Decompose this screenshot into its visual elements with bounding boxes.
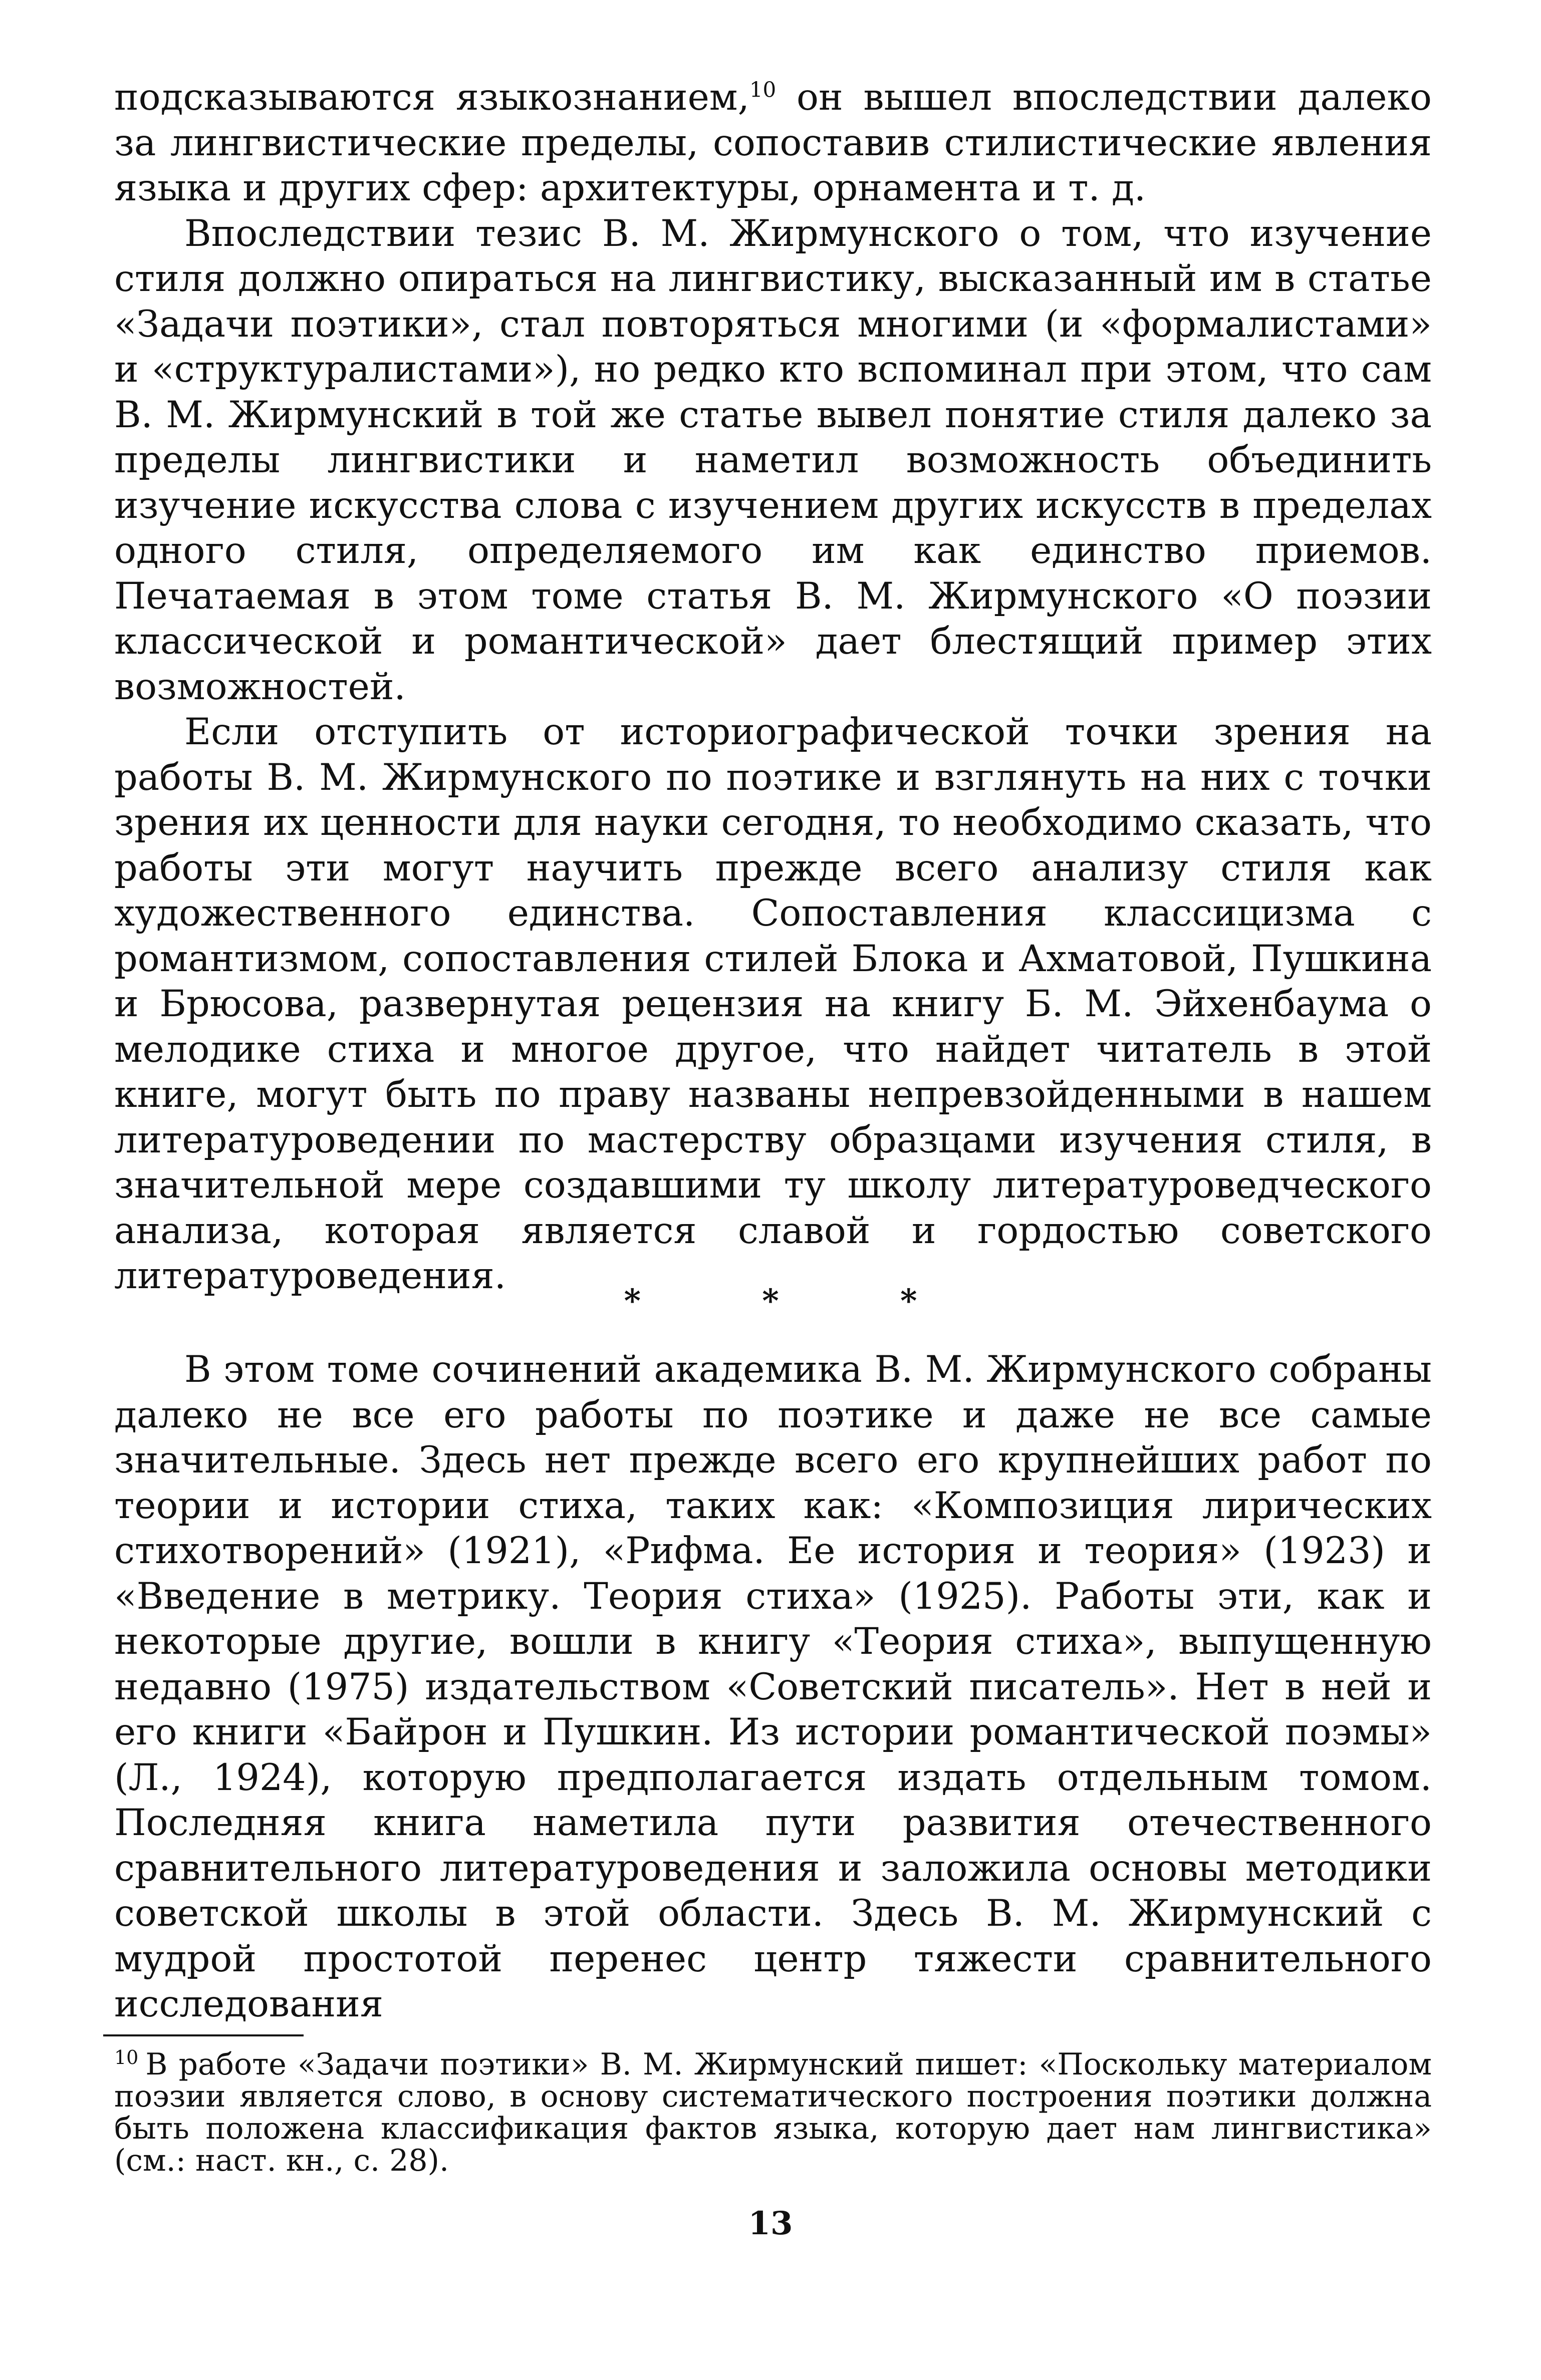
paragraph-text: подсказываются языкознанием,: [114, 76, 749, 119]
footnote-number: 10: [114, 2046, 139, 2068]
footnote-divider: [103, 2034, 304, 2036]
paragraph: В этом томе сочинений академика В. М. Жирмунского собраны далеко не все его работы по поэтике и даже не все самые значительные. Здесь нет прежде всего его крупнейших работ по теории и истории стиха, таких как: «Композиция лирических стихотворений» (1921), «Рифма. Ее история и теория» (1923) и «Введение в метрику. Теория стиха» (1925). Работы эти, как и некоторые другие, вошли в книгу «Теория стиха», выпущенную недавно (1975) издательством «Советский писатель». Нет в ней и его книги «Байрон и Пушкин. Из истории романтической поэмы» (Л., 1924), которую предполагается издать отдельным томом. Последняя книга наметила пути развития отечественного сравнительного литературоведения и заложила основы методики советской школы в этой области. Здесь В. М. Жирмунский с мудрой простотой перенес центр тяжести сравнительного исследования: [114, 1348, 1432, 2025]
page-number: 13: [748, 2205, 793, 2242]
paragraph-text: он вышел впоследствии далеко за лингвистические пределы, сопоставив стилистические явления языка и других сфер: архитектуры, орнамента и т. д.: [114, 76, 1432, 209]
section-separator: * * *: [624, 1282, 972, 1320]
footnote: [114, 2048, 1432, 2177]
paragraph: [114, 75, 1432, 211]
paragraph: Если отступить от историографической точки зрения на работы В. М. Жирмунского по поэтике и взглянуть на них с точки зрения их ценности для науки сегодня, то необходимо сказать, что работы эти могут научить прежде всего анализу стиля как художественного единства. Сопоставления классицизма с романтизмом, сопоставления стилей Блока и Ахматовой, Пушкина и Брюсова, развернутая рецензия на книгу Б. М. Эйхенбаума о мелодике стиха и многое другое, что найдет читатель в этой книге, могут быть по праву названы непревзойденными в нашем литературоведении по мастерству образцами изучения стиля, в значительной мере создавшими ту школу литературоведческого анализа, которая является славой и гордостью советского литературоведения.: [114, 711, 1432, 1297]
text-section-2: [114, 1347, 1432, 2027]
text-section-1: [114, 75, 1432, 1299]
footnote-text: В работе «Задачи поэтики» В. М. Жирмунский пишет: «Поскольку материалом поэзии является слово, в основу систематического построения поэтики должна быть положена классификация фактов языка, которую дает нам лингвистика» (см.: наст. кн., с. 28).: [114, 2047, 1432, 2178]
paragraph: Впоследствии тезис В. М. Жирмунского о том, что изучение стиля должно опираться на лингвистику, высказанный им в статье «Задачи поэтики», стал повторяться многими (и «формалистами» и «структуралистами»), но редко кто вспоминал при этом, что сам В. М. Жирмунский в той же статье вывел понятие стиля далеко за пределы лингвистики и наметил возможность объединить изучение искусства слова с изучением других искусств в пределах одного стиля, определяемого им как единство приемов. Печатаемая в этом томе статья В. М. Жирмунского «О поэзии классической и романтической» дает блестящий пример этих возможностей.: [114, 212, 1432, 708]
footnote-reference: 10: [749, 77, 777, 102]
